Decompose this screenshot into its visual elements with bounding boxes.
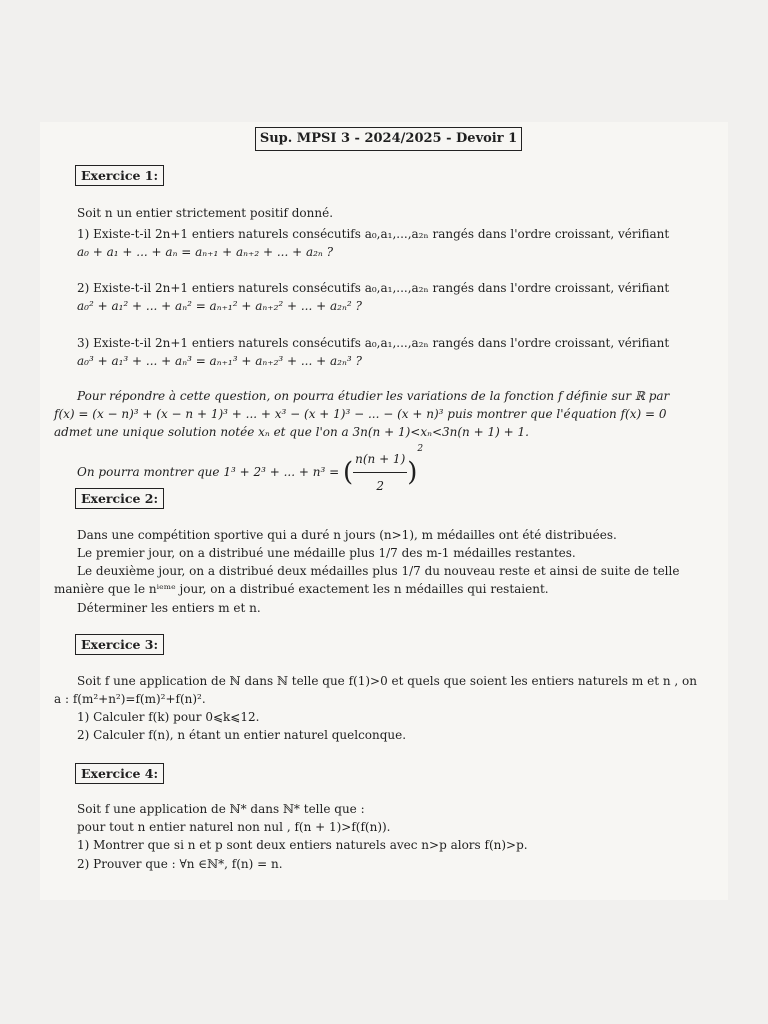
ex4-line2: pour tout n entier naturel non nul , f(n + 1)>f(f(n)). [77,820,391,834]
ex1-hint-line2: f(x) = (x − n)³ + (x − n + 1)³ + ... + x³ − (x + 1)³ − ... − (x + n)³ puis montrer que l'équation f(x) = 0 [54,407,667,421]
ex2-line4: manière que le nⁱᵉᵐᵉ jour, on a distribué exactement les n médailles qui restaient. [54,582,549,596]
ex3-line3: 1) Calculer f(k) pour 0⩽k⩽12. [77,710,260,724]
ex3-line2: a : f(m²+n²)=f(m)²+f(n)². [54,692,206,706]
fraction-numerator: n(n + 1) [353,446,407,473]
exercise-3-heading: Exercice 3: [75,634,164,655]
ex2-line5: Déterminer les entiers m et n. [77,601,261,615]
exercise-4-heading: Exercice 4: [75,763,164,784]
ex2-line2: Le premier jour, on a distribué une médaille plus 1/7 des m-1 médailles restantes. [77,546,576,560]
ex4-line1: Soit f une application de ℕ* dans ℕ* telle que : [77,802,365,816]
exercise-1-heading: Exercice 1: [75,165,164,186]
left-paren: ( [342,457,354,488]
ex4-line4: 2) Prouver que : ∀n ∈ℕ*, f(n) = n. [77,857,283,871]
ex1-hint-line1: Pour répondre à cette question, on pourra étudier les variations de la fonction f définie sur ℝ par [77,389,670,403]
ex2-line1: Dans une compétition sportive qui a duré n jours (n>1), m médailles ont été distribuées. [77,528,617,542]
right-paren: ) [407,457,418,488]
ex1-hint-line4-prefix: On pourra montrer que 1³ + 2³ + ... + n³ = [77,465,340,479]
ex1-q2-line2: a₀² + a₁² + ... + aₙ² = aₙ₊₁² + aₙ₊₂² + ... + a₂ₙ² ? [77,299,362,313]
fraction-denominator: 2 [376,479,384,493]
ex2-line3: Le deuxième jour, on a distribué deux médailles plus 1/7 du nouveau reste et ainsi de suite de telle [77,564,680,578]
ex1-q1-line2: a₀ + a₁ + ... + aₙ = aₙ₊₁ + aₙ₊₂ + ... + a₂ₙ ? [77,245,334,259]
ex3-line4: 2) Calculer f(n), n étant un entier naturel quelconque. [77,728,407,742]
fraction-exponent: 2 [417,444,424,454]
page-title: Sup. MPSI 3 - 2024/2025 - Devoir 1 [255,127,522,151]
ex4-line3: 1) Montrer que si n et p sont deux entiers naturels avec n>p alors f(n)>p. [77,838,528,852]
ex1-q1-line1: 1) Existe-t-il 2n+1 entiers naturels consécutifs a₀,a₁,...,a₂ₙ rangés dans l'ordre croissant, vérifiant [77,227,670,241]
ex1-q3-line1: 3) Existe-t-il 2n+1 entiers naturels consécutifs a₀,a₁,...,a₂ₙ rangés dans l'ordre croissant, vérifiant [77,336,670,350]
sum-fraction [353,446,407,499]
ex1-q2-line1: 2) Existe-t-il 2n+1 entiers naturels consécutifs a₀,a₁,...,a₂ₙ rangés dans l'ordre croissant, vérifiant [77,281,670,295]
ex3-line1: Soit f une application de ℕ dans ℕ telle que f(1)>0 et quels que soient les entiers naturels m et n , on [77,674,697,688]
exercise-2-heading: Exercice 2: [75,488,164,509]
ex1-hint-line3: admet une unique solution notée xₙ et que l'on a 3n(n + 1)<xₙ<3n(n + 1) + 1. [54,425,529,439]
ex1-intro: Soit n un entier strictement positif donné. [77,206,334,220]
ex1-q3-line2: a₀³ + a₁³ + ... + aₙ³ = aₙ₊₁³ + aₙ₊₂³ + ... + a₂ₙ³ ? [77,354,362,368]
